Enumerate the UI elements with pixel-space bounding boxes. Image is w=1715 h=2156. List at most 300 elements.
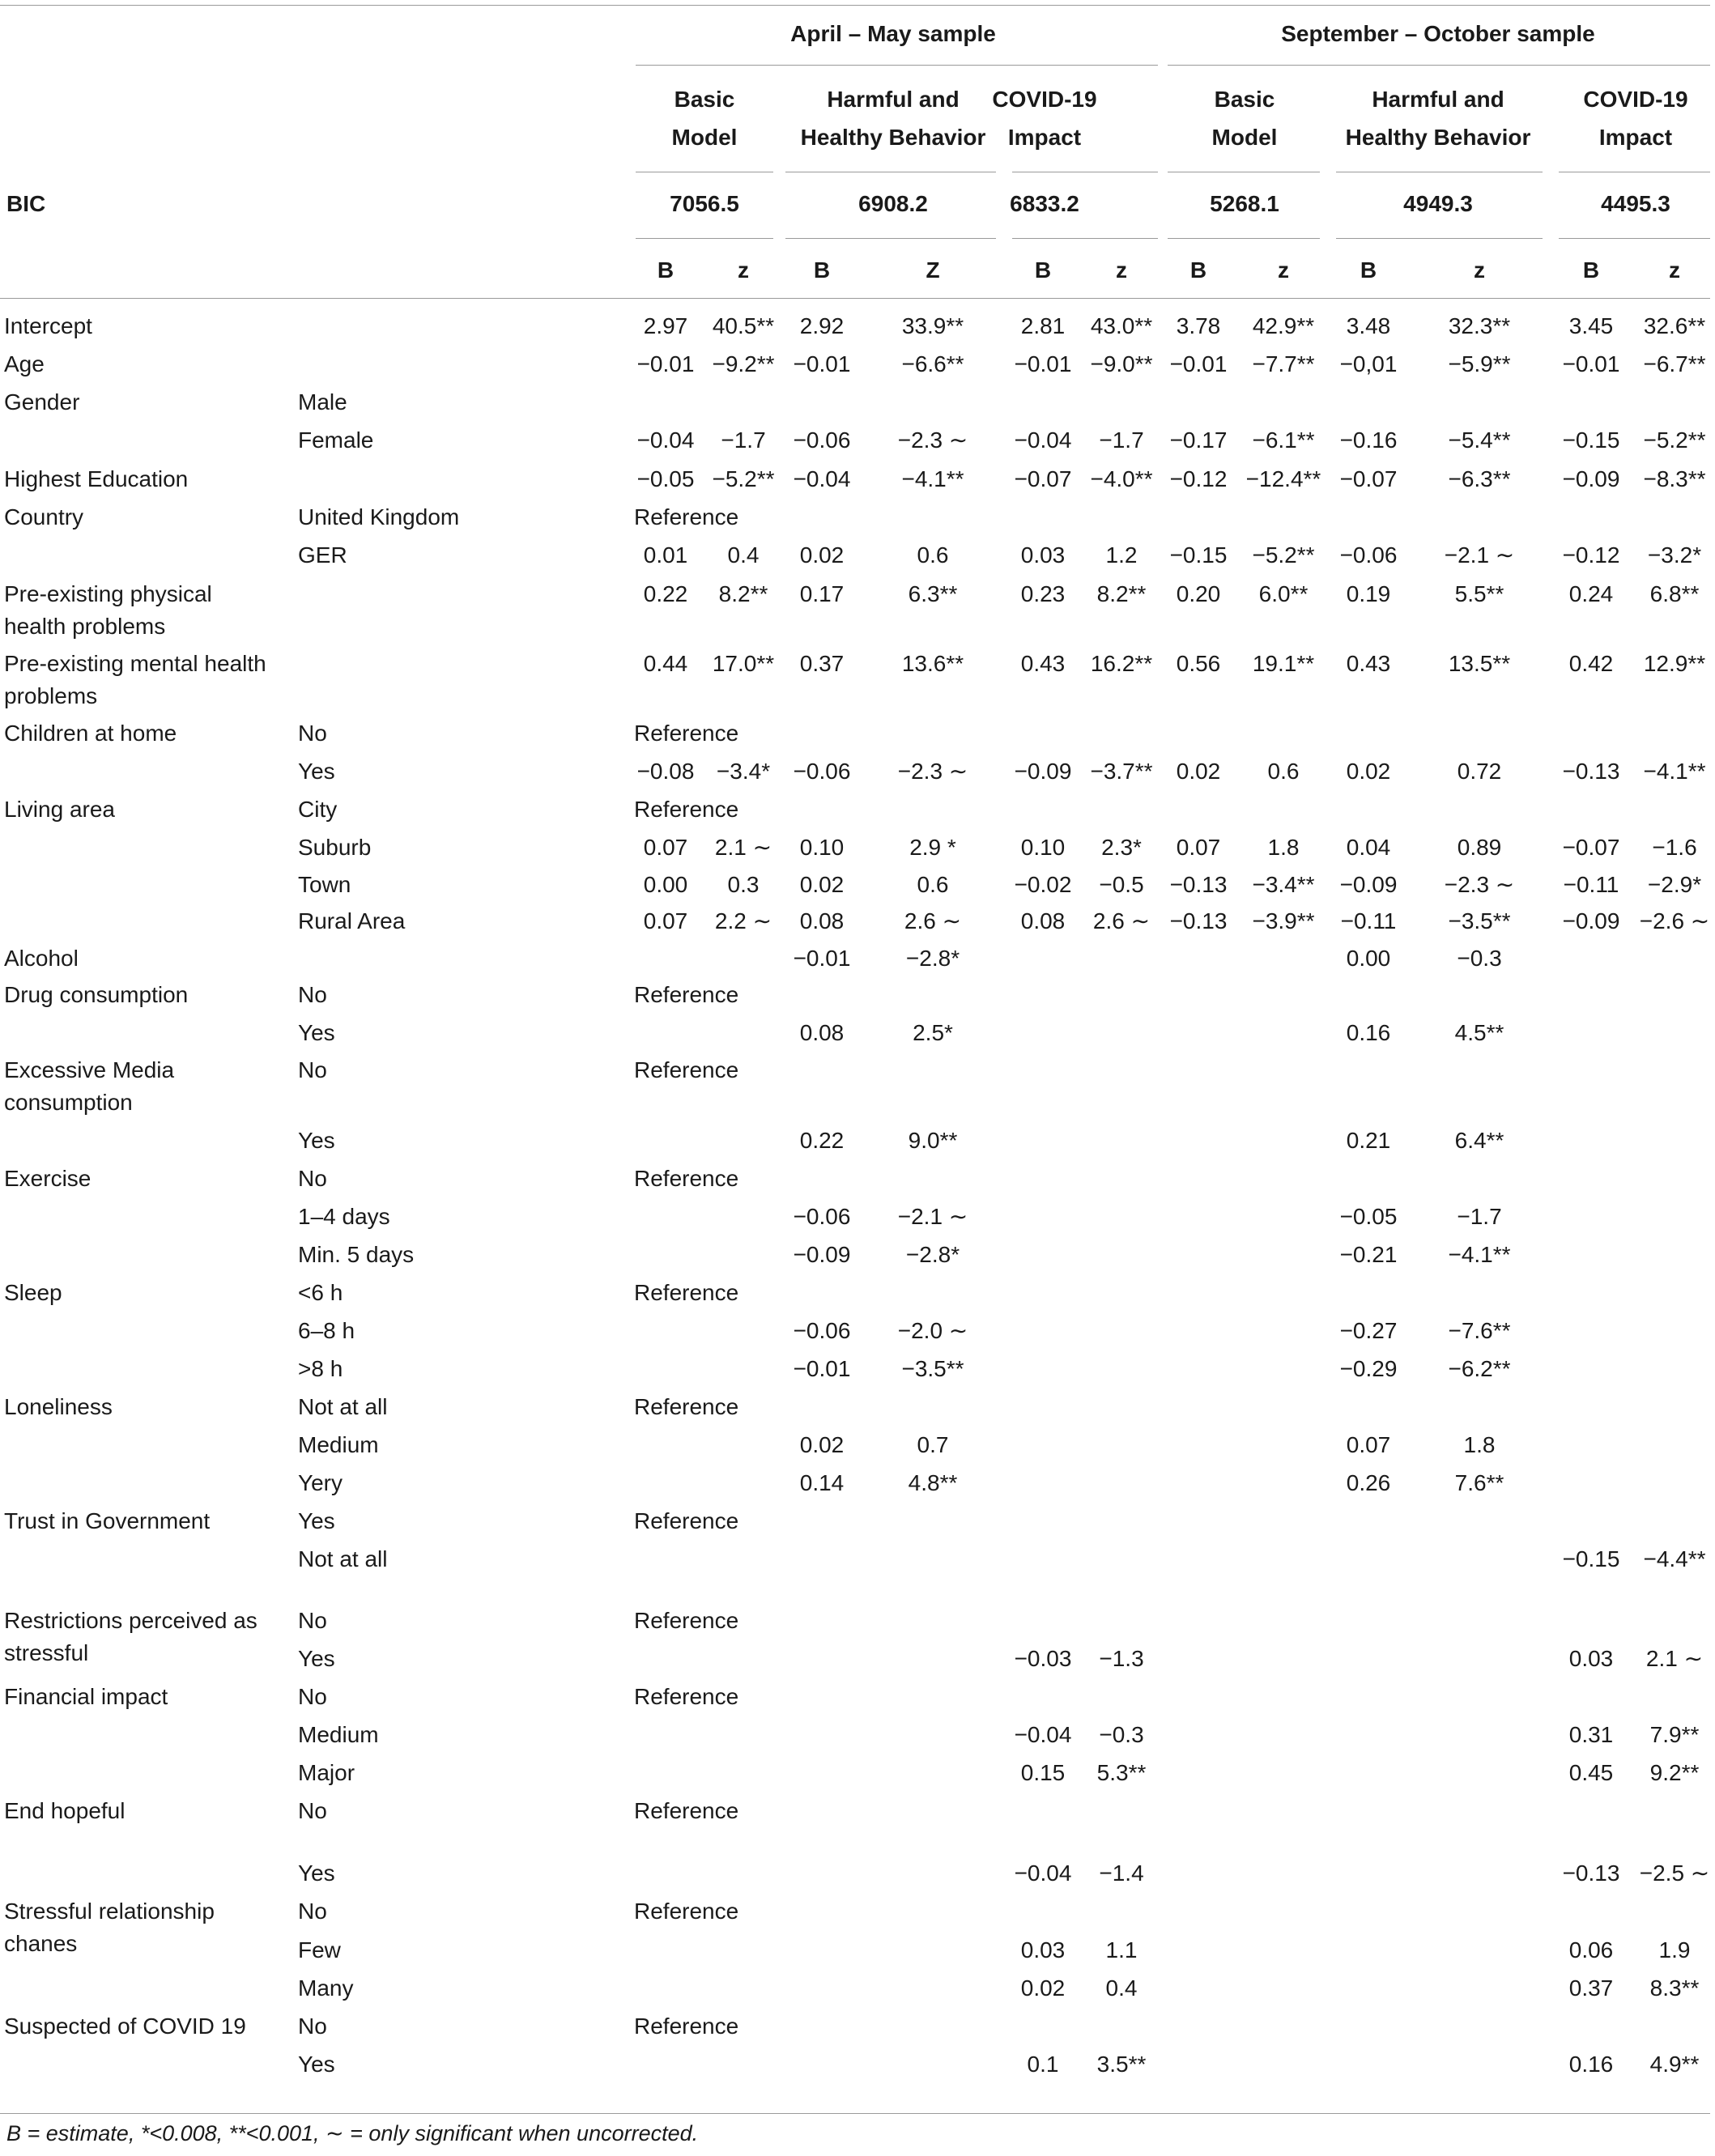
level-label: Yes: [298, 1508, 335, 1533]
level-label: No: [298, 2014, 327, 2039]
level-label: 6–8 h: [298, 1318, 355, 1343]
table-top-rule: [0, 5, 1710, 6]
value-cell: 9.0**: [908, 1128, 958, 1153]
bic-value: 6833.2: [1010, 191, 1079, 216]
variable-label: Stressful relationship chanes: [4, 1899, 215, 1956]
value-cell: 0.00: [643, 872, 688, 897]
value-cell: 0.02: [1346, 759, 1391, 784]
value-cell: 32.3**: [1448, 313, 1511, 338]
value-cell: −0.11: [1340, 908, 1397, 933]
value-cell: −0.12: [1169, 466, 1228, 491]
value-cell: −7.7**: [1252, 351, 1315, 376]
value-cell: 0.03: [1568, 1646, 1614, 1671]
level-label: >8 h: [298, 1356, 343, 1381]
value-cell: −2.8*: [905, 1242, 960, 1267]
value-cell: 1.8: [1267, 835, 1300, 860]
value-cell: −0.3: [1099, 1722, 1144, 1747]
value-cell: 0.16: [1346, 1020, 1391, 1045]
value-cell: −0.02: [1014, 872, 1072, 897]
value-cell: 0.56: [1176, 651, 1221, 676]
value-cell: 0.07: [643, 835, 688, 860]
level-label: Few: [298, 1937, 341, 1963]
value-cell: −0.06: [793, 759, 851, 784]
level-label: No: [298, 982, 327, 1007]
reference-label: Reference: [634, 721, 739, 746]
level-label: Major: [298, 1760, 355, 1785]
value-cell: 0.89: [1457, 835, 1502, 860]
value-cell: −1.4: [1099, 1860, 1144, 1886]
sub-header: z: [738, 257, 749, 283]
value-cell: 0.4: [727, 542, 760, 568]
value-cell: −3.7**: [1090, 759, 1153, 784]
bic-value: 7056.5: [670, 191, 739, 216]
value-cell: 0.07: [1176, 835, 1221, 860]
value-cell: 1.2: [1105, 542, 1138, 568]
value-cell: 6.3**: [908, 581, 958, 606]
value-cell: −0.06: [793, 1318, 851, 1343]
value-cell: 6.0**: [1258, 581, 1309, 606]
value-cell: −6.7**: [1643, 351, 1706, 376]
value-cell: 1.8: [1463, 1432, 1496, 1457]
value-cell: 33.9**: [901, 313, 964, 338]
value-cell: −0.07: [1562, 835, 1620, 860]
value-cell: 0.21: [1346, 1128, 1391, 1153]
bic-value: 4949.3: [1403, 191, 1473, 216]
value-cell: 40.5**: [712, 313, 775, 338]
value-cell: 0.02: [1020, 1975, 1066, 2001]
value-cell: −2.6 ∼: [1639, 908, 1710, 933]
group-underline: [1168, 65, 1710, 66]
value-cell: 0.02: [1176, 759, 1221, 784]
value-cell: 8.2**: [1096, 581, 1147, 606]
level-label: 1–4 days: [298, 1204, 390, 1229]
value-cell: −0.09: [1014, 759, 1072, 784]
value-cell: −0.07: [1339, 466, 1398, 491]
value-cell: 12.9**: [1643, 651, 1706, 676]
value-cell: −2.3 ∼: [1444, 872, 1515, 897]
value-cell: −0.27: [1339, 1318, 1398, 1343]
value-cell: −0.13: [1562, 759, 1620, 784]
level-label: Yery: [298, 1470, 343, 1495]
value-cell: −0.05: [1339, 1204, 1398, 1229]
bic-underline: [1559, 238, 1710, 239]
value-cell: 5.5**: [1454, 581, 1504, 606]
level-label: Yes: [298, 2052, 335, 2077]
value-cell: −12.4**: [1245, 466, 1321, 491]
value-cell: 0.02: [799, 1432, 845, 1457]
value-cell: −3.5**: [1448, 908, 1511, 933]
value-cell: −4.1**: [1643, 759, 1706, 784]
model-header: Basic: [674, 87, 735, 112]
group-header: September – October sample: [1281, 21, 1595, 46]
value-cell: 0.45: [1568, 1760, 1614, 1785]
variable-label: Restrictions perceived as stressful: [4, 1608, 257, 1665]
value-cell: −4.0**: [1090, 466, 1153, 491]
value-cell: −3.4*: [716, 759, 771, 784]
value-cell: 0.14: [799, 1470, 845, 1495]
value-cell: −3.4**: [1252, 872, 1315, 897]
value-cell: 32.6**: [1643, 313, 1706, 338]
value-cell: 16.2**: [1090, 651, 1153, 676]
value-cell: −3.2*: [1647, 542, 1702, 568]
variable-label: Highest Education: [4, 466, 189, 491]
model-header: COVID-19: [992, 87, 1097, 112]
sub-header: B: [1034, 257, 1052, 283]
value-cell: 0.19: [1346, 581, 1391, 606]
sub-header: B: [1360, 257, 1377, 283]
level-label: Yes: [298, 1020, 335, 1045]
value-cell: −0.29: [1339, 1356, 1398, 1381]
level-label: No: [298, 1608, 327, 1633]
model-header: Impact: [1007, 125, 1082, 150]
level-label: Yes: [298, 1646, 335, 1671]
variable-label: Pre-existing mental health problems: [4, 651, 266, 708]
value-cell: −5.9**: [1448, 351, 1511, 376]
value-cell: −0.13: [1169, 872, 1228, 897]
value-cell: −2.8*: [905, 946, 960, 971]
level-label: GER: [298, 542, 347, 568]
value-cell: 0.01: [643, 542, 688, 568]
value-cell: −0.01: [793, 351, 851, 376]
level-label: Yes: [298, 759, 335, 784]
value-cell: 3.5**: [1096, 2052, 1147, 2077]
level-label: Rural Area: [298, 908, 406, 933]
variable-label: Suspected of COVID 19: [4, 2014, 246, 2039]
value-cell: −0.11: [1563, 872, 1619, 897]
value-cell: −0.01: [1014, 351, 1072, 376]
value-cell: 4.9**: [1649, 2052, 1700, 2077]
variable-label: Financial impact: [4, 1684, 168, 1709]
value-cell: 0.24: [1568, 581, 1614, 606]
value-cell: 0.3: [727, 872, 760, 897]
value-cell: 0.08: [799, 908, 845, 933]
value-cell: −0.01: [793, 1356, 851, 1381]
value-cell: 2.6 ∼: [1092, 908, 1151, 933]
value-cell: −5.2**: [1252, 542, 1315, 568]
value-cell: −6.3**: [1448, 466, 1511, 491]
value-cell: −0.09: [793, 1242, 851, 1267]
bic-underline: [636, 238, 773, 239]
value-cell: −9.0**: [1090, 351, 1153, 376]
value-cell: 2.1 ∼: [714, 835, 772, 860]
variable-label: Pre-existing physical health problems: [4, 581, 212, 639]
value-cell: −2.5 ∼: [1639, 1860, 1710, 1886]
reference-label: Reference: [634, 1280, 739, 1305]
value-cell: 5.3**: [1096, 1760, 1147, 1785]
value-cell: 0.08: [1020, 908, 1066, 933]
table-footnote: B = estimate, *<0.008, **<0.001, ∼ = only significant when uncorrected.: [6, 2121, 699, 2145]
value-cell: −0.3: [1457, 946, 1502, 971]
value-cell: 4.5**: [1454, 1020, 1504, 1045]
value-cell: 0.23: [1020, 581, 1066, 606]
model-header: Harmful and: [1372, 87, 1504, 112]
value-cell: 0.20: [1176, 581, 1221, 606]
sub-header: z: [1116, 257, 1127, 283]
value-cell: −2.0 ∼: [897, 1318, 968, 1343]
variable-label: Children at home: [4, 721, 177, 746]
model-header: Model: [671, 125, 738, 150]
variable-label: Alcohol: [4, 946, 79, 971]
level-label: Medium: [298, 1432, 379, 1457]
variable-label: Living area: [4, 797, 115, 822]
level-label: Male: [298, 389, 347, 415]
value-cell: −0.13: [1562, 1860, 1620, 1886]
value-cell: −7.6**: [1448, 1318, 1511, 1343]
variable-label: Drug consumption: [4, 982, 189, 1007]
table-bottom-rule: [0, 2113, 1710, 2114]
value-cell: −0.05: [636, 466, 695, 491]
value-cell: 13.6**: [901, 651, 964, 676]
value-cell: −6.6**: [901, 351, 964, 376]
bic-label: BIC: [6, 191, 46, 216]
reference-label: Reference: [634, 1508, 739, 1533]
value-cell: −0.17: [1169, 427, 1228, 453]
value-cell: −1.7: [1457, 1204, 1502, 1229]
level-label: Medium: [298, 1722, 379, 1747]
value-cell: −1.7: [1099, 427, 1144, 453]
value-cell: 2.1 ∼: [1645, 1646, 1704, 1671]
value-cell: −0,01: [1339, 351, 1398, 376]
sub-header: B: [813, 257, 831, 283]
reference-label: Reference: [634, 1394, 739, 1419]
group-header: April – May sample: [790, 21, 996, 46]
value-cell: −0.13: [1169, 908, 1228, 933]
value-cell: 0.31: [1568, 1722, 1614, 1747]
value-cell: 2.2 ∼: [714, 908, 772, 933]
value-cell: 0.4: [1105, 1975, 1138, 2001]
model-header: Model: [1211, 125, 1278, 150]
value-cell: 2.97: [643, 313, 688, 338]
model-header: Harmful and: [827, 87, 960, 112]
value-cell: 2.9 *: [909, 835, 956, 860]
value-cell: −0.15: [1169, 542, 1228, 568]
level-label: Many: [298, 1975, 354, 2001]
value-cell: 2.81: [1020, 313, 1066, 338]
value-cell: −5.2**: [712, 466, 775, 491]
value-cell: 0.04: [1346, 835, 1391, 860]
value-cell: 0.22: [643, 581, 688, 606]
level-label: <6 h: [298, 1280, 343, 1305]
value-cell: 0.43: [1346, 651, 1391, 676]
level-label: No: [298, 1057, 327, 1082]
value-cell: 0.10: [1020, 835, 1066, 860]
sub-header: B: [657, 257, 675, 283]
value-cell: 0.15: [1020, 1760, 1066, 1785]
model-header: Basic: [1214, 87, 1275, 112]
value-cell: −2.1 ∼: [897, 1204, 968, 1229]
model-header: Impact: [1598, 125, 1673, 150]
value-cell: −3.5**: [901, 1356, 964, 1381]
bic-value: 4495.3: [1601, 191, 1670, 216]
value-cell: 1.9: [1658, 1937, 1691, 1963]
level-label: No: [298, 1798, 327, 1823]
value-cell: 0.42: [1568, 651, 1614, 676]
value-cell: 43.0**: [1090, 313, 1153, 338]
sub-header: z: [1278, 257, 1289, 283]
value-cell: −0.04: [1014, 1860, 1072, 1886]
value-cell: −0.04: [793, 466, 851, 491]
value-cell: 0.7: [917, 1432, 949, 1457]
reference-label: Reference: [634, 1057, 739, 1082]
value-cell: −1.6: [1652, 835, 1697, 860]
variable-label: Sleep: [4, 1280, 62, 1305]
value-cell: −0.16: [1339, 427, 1398, 453]
value-cell: 0.1: [1027, 2052, 1059, 2077]
value-cell: −6.2**: [1448, 1356, 1511, 1381]
level-label: No: [298, 1166, 327, 1191]
value-cell: −5.4**: [1448, 427, 1511, 453]
value-cell: 0.6: [1267, 759, 1300, 784]
value-cell: −0.15: [1562, 427, 1620, 453]
reference-label: Reference: [634, 797, 739, 822]
value-cell: 0.26: [1346, 1470, 1391, 1495]
bic-value: 6908.2: [858, 191, 928, 216]
value-cell: 9.2**: [1649, 1760, 1700, 1785]
bic-underline: [1168, 238, 1320, 239]
group-underline: [636, 65, 1158, 66]
value-cell: −4.4**: [1643, 1546, 1706, 1571]
value-cell: 0.44: [643, 651, 688, 676]
value-cell: −0.01: [636, 351, 695, 376]
value-cell: −0.09: [1562, 466, 1620, 491]
value-cell: −6.1**: [1252, 427, 1315, 453]
sub-header: z: [1474, 257, 1485, 283]
reference-label: Reference: [634, 504, 739, 529]
value-cell: −2.1 ∼: [1444, 542, 1515, 568]
level-label: No: [298, 1684, 327, 1709]
variable-label: Gender: [4, 389, 80, 415]
variable-label: Intercept: [4, 313, 92, 338]
variable-label: End hopeful: [4, 1798, 126, 1823]
sub-header: B: [1582, 257, 1600, 283]
value-cell: 6.4**: [1454, 1128, 1504, 1153]
bic-underline: [1336, 238, 1543, 239]
variable-label: Age: [4, 351, 45, 376]
reference-label: Reference: [634, 1608, 739, 1633]
value-cell: 7.9**: [1649, 1722, 1700, 1747]
value-cell: 0.16: [1568, 2052, 1614, 2077]
value-cell: −2.3 ∼: [897, 427, 968, 453]
model-header: COVID-19: [1583, 87, 1688, 112]
value-cell: 0.02: [799, 542, 845, 568]
value-cell: 0.72: [1457, 759, 1502, 784]
level-label: No: [298, 721, 327, 746]
value-cell: −0.15: [1562, 1546, 1620, 1571]
value-cell: 0.02: [799, 872, 845, 897]
level-label: Not at all: [298, 1394, 388, 1419]
value-cell: 0.37: [1568, 1975, 1614, 2001]
value-cell: 2.3*: [1101, 835, 1142, 860]
value-cell: −4.1**: [1448, 1242, 1511, 1267]
level-label: Female: [298, 427, 374, 453]
value-cell: −0.09: [1339, 872, 1398, 897]
reference-label: Reference: [634, 1684, 739, 1709]
reference-label: Reference: [634, 1798, 739, 1823]
value-cell: −0.01: [1169, 351, 1228, 376]
level-label: Suburb: [298, 835, 372, 860]
value-cell: 0.43: [1020, 651, 1066, 676]
value-cell: −5.2**: [1643, 427, 1706, 453]
value-cell: 4.8**: [908, 1470, 958, 1495]
level-label: Yes: [298, 1860, 335, 1886]
reference-label: Reference: [634, 2014, 739, 2039]
value-cell: −1.3: [1099, 1646, 1144, 1671]
variable-label: Exercise: [4, 1166, 91, 1191]
value-cell: −1.7: [721, 427, 766, 453]
value-cell: 3.45: [1568, 313, 1614, 338]
value-cell: 0.00: [1346, 946, 1391, 971]
value-cell: 17.0**: [712, 651, 775, 676]
variable-label: Trust in Government: [4, 1508, 211, 1533]
value-cell: 0.10: [799, 835, 845, 860]
value-cell: 0.07: [643, 908, 688, 933]
value-cell: −8.3**: [1643, 466, 1706, 491]
value-cell: 2.92: [799, 313, 845, 338]
value-cell: 0.17: [799, 581, 845, 606]
value-cell: −0.04: [1014, 427, 1072, 453]
value-cell: 0.03: [1020, 542, 1066, 568]
value-cell: −0.08: [636, 759, 695, 784]
value-cell: 3.48: [1346, 313, 1391, 338]
value-cell: 13.5**: [1448, 651, 1511, 676]
value-cell: −0.06: [793, 427, 851, 453]
bic-underline: [785, 238, 996, 239]
value-cell: 3.78: [1176, 313, 1221, 338]
sub-header: Z: [926, 257, 940, 283]
value-cell: 2.5*: [913, 1020, 953, 1045]
value-cell: −0.12: [1562, 542, 1620, 568]
value-cell: −0.01: [1562, 351, 1620, 376]
value-cell: −0.06: [1339, 542, 1398, 568]
value-cell: 1.1: [1105, 1937, 1138, 1963]
table-header-rule: [0, 298, 1710, 299]
variable-label: Loneliness: [4, 1394, 113, 1419]
model-header: Healthy Behavior: [1345, 125, 1531, 150]
value-cell: 0.37: [799, 651, 845, 676]
value-cell: −0.21: [1339, 1242, 1398, 1267]
level-label: No: [298, 1899, 327, 1924]
value-cell: −0.09: [1562, 908, 1620, 933]
level-label: Not at all: [298, 1546, 388, 1571]
sub-header: B: [1189, 257, 1207, 283]
value-cell: −0.01: [793, 946, 851, 971]
sub-header: z: [1669, 257, 1680, 283]
value-cell: 0.6: [917, 872, 949, 897]
bic-value: 5268.1: [1210, 191, 1279, 216]
value-cell: 7.6**: [1454, 1470, 1504, 1495]
value-cell: 6.8**: [1649, 581, 1700, 606]
value-cell: −3.9**: [1252, 908, 1315, 933]
level-label: City: [298, 797, 338, 822]
value-cell: 0.07: [1346, 1432, 1391, 1457]
value-cell: 0.22: [799, 1128, 845, 1153]
value-cell: 8.3**: [1649, 1975, 1700, 2001]
level-label: Town: [298, 872, 351, 897]
level-label: Min. 5 days: [298, 1242, 415, 1267]
reference-label: Reference: [634, 982, 739, 1007]
variable-label: Excessive Media consumption: [4, 1057, 175, 1115]
value-cell: 0.6: [917, 542, 949, 568]
variable-label: Country: [4, 504, 84, 529]
value-cell: 0.08: [799, 1020, 845, 1045]
value-cell: 0.06: [1568, 1937, 1614, 1963]
value-cell: −0.04: [1014, 1722, 1072, 1747]
reference-label: Reference: [634, 1899, 739, 1924]
value-cell: −0.07: [1014, 466, 1072, 491]
value-cell: 8.2**: [718, 581, 768, 606]
value-cell: −0.03: [1014, 1646, 1072, 1671]
value-cell: −0.04: [636, 427, 695, 453]
